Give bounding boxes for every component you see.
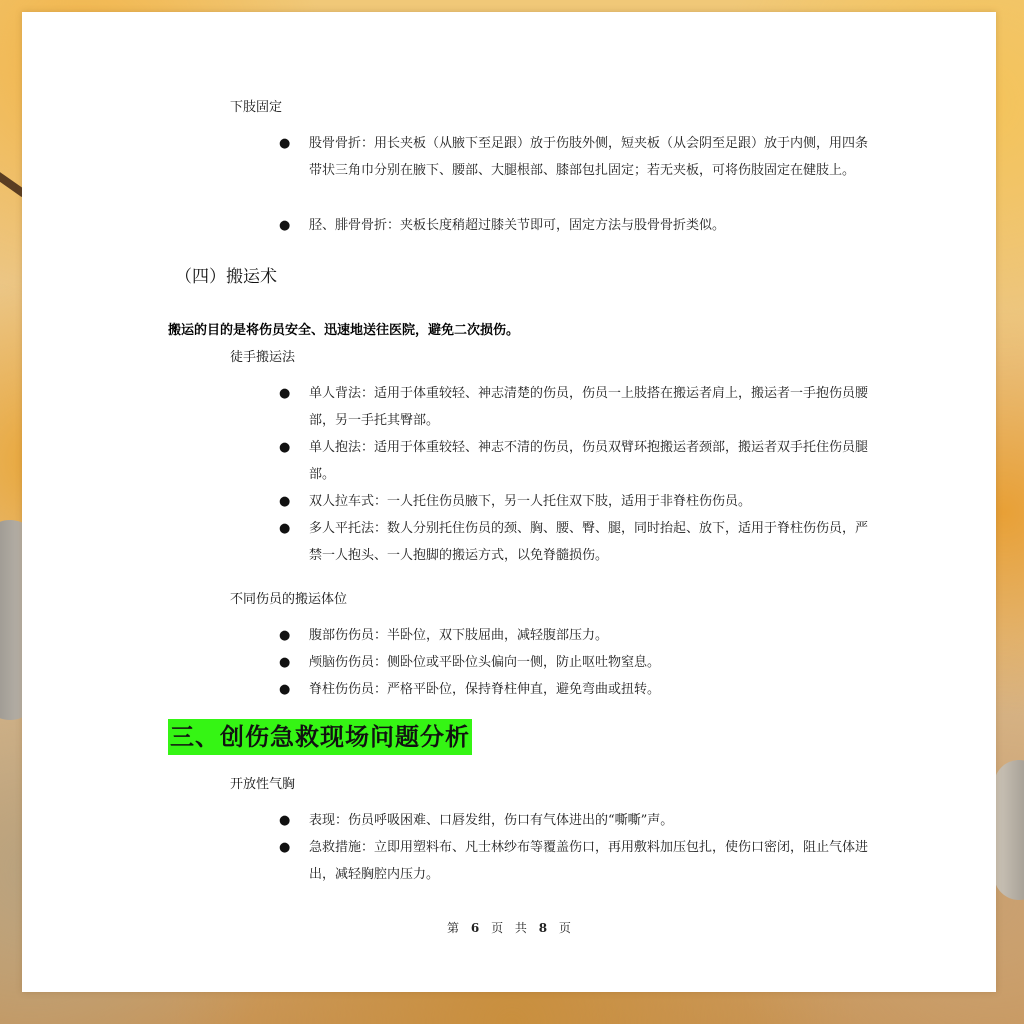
footer-total-pages: 8	[538, 921, 548, 935]
list-item-text: 股骨骨折：用长夹板（从腋下至足跟）放于伤肢外侧，短夹板（从会阴至足跟）放于内侧，用四条带状三角巾分别在腋下、腰部、大腿根部、膝部包扎固定；若无夹板，可将伤肢固定在健肢上。	[309, 136, 869, 178]
list-item-text: 单人背法：适用于体重较轻、神志清楚的伤员，伤员一上肢搭在搬运者肩上，搬运者一手抱伤员腰部，另一手托其臀部。	[309, 386, 869, 428]
list-item	[279, 807, 877, 834]
page-footer	[22, 919, 996, 936]
document-page	[22, 12, 996, 992]
heading-transport-positions: 不同伤员的搬运体位	[230, 592, 348, 607]
background-rock-right	[994, 760, 1024, 900]
bullet-icon: ●	[279, 521, 291, 536]
list-item-text: 多人平托法：数人分别托住伤员的颈、胸、腰、臀、腿，同时抬起、放下，适用于脊柱伤伤员，严禁一人抱头、一人抱脚的搬运方式，以免脊髓损伤。	[309, 521, 869, 563]
footer-page-number: 6	[470, 921, 480, 935]
section-heading-transport: （四）搬运术	[175, 267, 277, 287]
list-item	[279, 622, 877, 649]
list-item	[279, 380, 877, 434]
bullet-icon: ●	[279, 494, 291, 509]
bullet-icon: ●	[279, 218, 291, 233]
heading-manual-transport: 徒手搬运法	[230, 350, 296, 365]
list-item	[279, 515, 877, 569]
footer-middle: 页 共	[491, 921, 527, 935]
footer-prefix: 第	[447, 921, 460, 935]
bullet-icon: ●	[279, 136, 291, 151]
footer-suffix: 页	[558, 921, 571, 935]
heading-lower-limb: 下肢固定	[230, 100, 283, 115]
list-item-text: 双人拉车式：一人托住伤员腋下，另一人托住双下肢，适用于非脊柱伤伤员。	[309, 494, 752, 509]
list-item-text: 胫、腓骨骨折：夹板长度稍超过膝关节即可，固定方法与股骨骨折类似。	[309, 218, 726, 233]
list-item-text: 腹部伤伤员：半卧位，双下肢屈曲，减轻腹部压力。	[309, 628, 609, 643]
list-item	[279, 649, 877, 676]
list-item	[279, 212, 877, 239]
bullet-icon: ●	[279, 440, 291, 455]
bullet-icon: ●	[279, 655, 291, 670]
list-item	[279, 488, 877, 515]
bullet-icon: ●	[279, 813, 291, 828]
chapter-heading-highlighted: 三、创伤急救现场问题分析	[168, 719, 472, 755]
list-item-text: 表现：伤员呼吸困难、口唇发绀，伤口有气体进出的“嘶嘶”声。	[309, 813, 674, 828]
list-item-text: 脊柱伤伤员：严格平卧位，保持脊柱伸直，避免弯曲或扭转。	[309, 682, 661, 697]
list-item	[279, 130, 877, 184]
heading-open-pneumothorax: 开放性气胸	[230, 777, 296, 792]
transport-intro: 搬运的目的是将伤员安全、迅速地送往医院，避免二次损伤。	[168, 323, 520, 338]
list-item-text: 单人抱法：适用于体重较轻、神志不清的伤员，伤员双臂环抱搬运者颈部，搬运者双手托住伤员腿部。	[309, 440, 869, 482]
bullet-icon: ●	[279, 840, 291, 855]
bullet-icon: ●	[279, 386, 291, 401]
list-item	[279, 676, 877, 703]
bullet-icon: ●	[279, 628, 291, 643]
bullet-icon: ●	[279, 682, 291, 697]
list-item	[279, 434, 877, 488]
list-item-text: 急救措施：立即用塑料布、凡士林纱布等覆盖伤口，再用敷料加压包扎，使伤口密闭，阻止气体进出，减轻胸腔内压力。	[309, 840, 869, 882]
list-item-text: 颅脑伤伤员：侧卧位或平卧位头偏向一侧，防止呕吐物窒息。	[309, 655, 661, 670]
list-item	[279, 834, 877, 888]
